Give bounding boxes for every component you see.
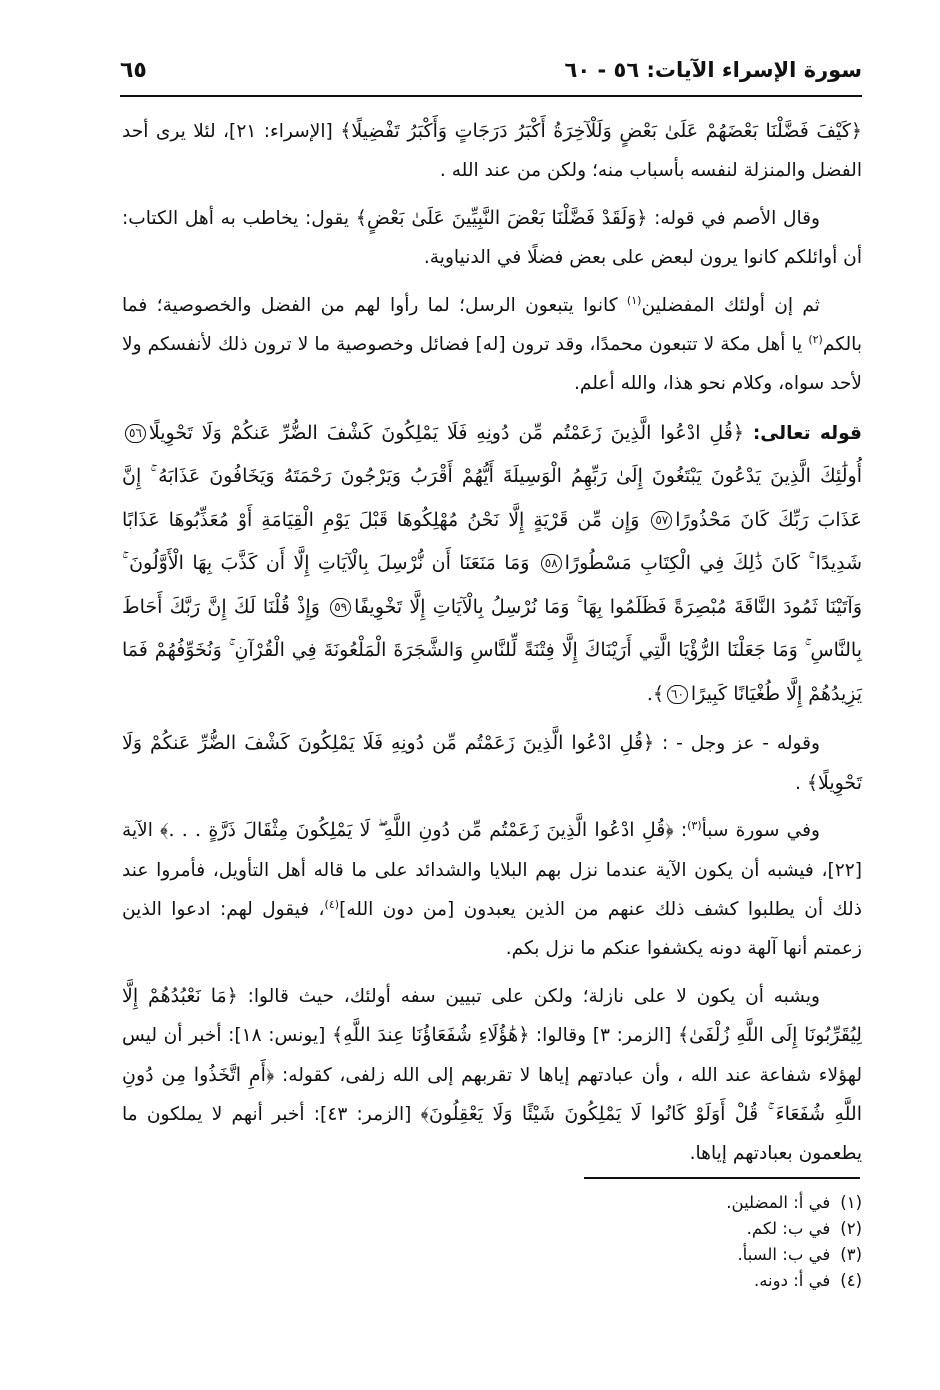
footnote-3: [500, 1242, 862, 1268]
paragraph-text: الآية [٢٢]، فيشبه أن يكون الآية عندما نزل بهم البلايا والشدائد على ما قاله أهل التأويل، فأمروا عند ذلك أن يطلبوا كشف ذلك عنهم من الذين يعبدون [من دون الله]: [122, 820, 862, 920]
quran-verse-57: أُولَٰئِكَ الَّذِينَ يَدْعُونَ يَبْتَغُونَ إِلَىٰ رَبِّهِمُ الْوَسِيلَةَ أَيُّهُمْ أَقْرَبُ وَيَرْجُونَ رَحْمَتَهُ وَيَخَافُونَ عَذَابَهُ ۚ إِنَّ عَذَابَ رَبِّكَ كَانَ مَحْذُورًا: [122, 465, 862, 531]
page-number: ٦٥: [120, 58, 147, 83]
footnote-number: (٢): [840, 1219, 862, 1238]
paragraph-text: وقال الأصم في قوله:: [647, 207, 820, 229]
quran-close: ﴾.: [646, 682, 665, 705]
ayah-number-56: ٥٦: [125, 424, 146, 443]
paragraph-text: يا أهل مكة لا تتبعون محمدًا، وقد ترون [له] فضائل وخصوصية ما لا ترون ذلك لأنفسكم ولا لأحد سواه، وكلام نحو هذا، والله أعلم.: [122, 334, 862, 395]
quran-quote: ﴿كَيْفَ فَضَّلْنَا بَعْضَهُمْ عَلَىٰ بَعْضٍ وَلَلْآخِرَةُ أَكْبَرُ دَرَجَاتٍ وَأَكْبَرُ تَفْضِيلًا﴾: [340, 120, 863, 142]
paragraph-5: [122, 724, 862, 803]
header-rule: [120, 95, 862, 97]
quran-verse-58: وَإِن مِّن قَرْيَةٍ إِلَّا نَحْنُ مُهْلِكُوهَا قَبْلَ يَوْمِ الْقِيَامَةِ أَوْ مُعَذِّبُوهَا عَذَابًا شَدِيدًا ۚ كَانَ ذَٰلِكَ فِي الْكِتَابِ مَسْطُورًا: [122, 508, 862, 575]
footnote-ref-3: (٣): [687, 818, 702, 832]
paragraph-text: يقول: يخاطب به أهل الكتاب: أن أوائلكم كانوا يرون لبعض على بعض فضلًا في الدنياوية.: [122, 207, 862, 269]
paragraph-text: :: [673, 820, 688, 842]
paragraph-text: [الإسراء: ٢١]، لئلا يرى أحد الفضل والمنزلة لنفسه بأسباب منه؛ ولكن من عند الله .: [122, 121, 862, 182]
paragraph-1: [122, 112, 862, 191]
footnote-1: [500, 1190, 862, 1216]
quran-quote: ﴿هَٰؤُلَاءِ شُفَعَاؤُنَا عِندَ اللَّهِ﴾: [331, 1024, 530, 1047]
paragraph-text: وقوله - عز وجل - :: [654, 733, 820, 755]
footnote-2: [500, 1216, 862, 1242]
ayah-number-59: ٥٩: [330, 598, 351, 617]
quran-verse-60: وَإِذْ قُلْنَا لَكَ إِنَّ رَبَّكَ أَحَاطَ بِالنَّاسِ ۚ وَمَا جَعَلْنَا الرُّؤْيَا الَّتِي أَرَيْنَاكَ إِلَّا فِتْنَةً لِّلنَّاسِ وَالشَّجَرَةَ الْمَلْعُونَةَ فِي الْقُرْآنِ ۚ وَنُخَوِّفُهُمْ فَمَا يَزِيدُهُمْ إِلَّا طُغْيَانًا كَبِيرًا: [122, 595, 862, 705]
footnote-text: في ب: السبأ.: [737, 1245, 831, 1264]
footnote-ref-4: (٤): [324, 897, 340, 911]
quran-quote: ﴿قُلِ ادْعُوا الَّذِينَ زَعَمْتُم مِّن دُونِ اللَّهِ ۖ لَا يَمْلِكُونَ مِثْقَالَ ذَرَّةٍ . . .﴾: [160, 819, 674, 842]
section-keyword: قوله تعالى:: [752, 422, 862, 444]
paragraph-text: ثم إن أولئك المفضلين: [641, 294, 820, 316]
paragraph-7: [122, 977, 862, 1174]
footnote-rule: [584, 1177, 860, 1179]
footnote-ref-2: (٢): [808, 332, 823, 346]
running-title: سورة الإسراء الآيات: ٥٦ - ٦٠: [564, 58, 862, 82]
paragraph-6: [122, 811, 862, 969]
quran-verse-56: ﴿قُلِ ادْعُوا الَّذِينَ زَعَمْتُم مِّن دُونِهِ فَلَا يَمْلِكُونَ كَشْفَ الضُّرِّ عَنكُمْ وَلَا تَحْوِيلًا: [148, 421, 753, 444]
paragraph-3: [122, 286, 862, 404]
footnote-ref-1: (١): [626, 293, 642, 307]
paragraph-text: ، فيقول لهم: ادعوا الذين زعمتم أنها آلهة دونه يكشفوا عنكم ما نزل بكم.: [122, 898, 862, 960]
ayah-number-57: ٥٧: [651, 511, 672, 530]
footnote-4: [500, 1268, 862, 1294]
ayah-number-60: ٦٠: [667, 685, 688, 704]
footnote-number: (١): [840, 1193, 862, 1212]
paragraph-text: كانوا يتبعون الرسل؛ لما رأوا لهم من الفضل والخصوصية؛ فما بالكم: [122, 294, 862, 356]
footnote-text: في ب: لكم.: [746, 1219, 831, 1238]
footnote-text: في أ: المضلين.: [726, 1193, 831, 1212]
quran-quote: ﴿أَمِ اتَّخَذُوا مِن دُونِ اللَّهِ شُفَعَاءَ ۚ قُلْ أَوَلَوْ كَانُوا لَا يَمْلِكُونَ شَيْئًا وَلَا يَعْقِلُونَ﴾: [122, 1063, 862, 1125]
paragraph-text: .: [795, 772, 807, 794]
paragraph-text: وفي سورة سبأ: [701, 820, 820, 842]
quran-verse-59: وَمَا مَنَعَنَا أَن نُّرْسِلَ بِالْآيَاتِ إِلَّا أَن كَذَّبَ بِهَا الْأَوَّلُونَ ۚ وَآتَيْنَا ثَمُودَ النَّاقَةَ مُبْصِرَةً فَظَلَمُوا بِهَا ۚ وَمَا نُرْسِلُ بِالْآيَاتِ إِلَّا تَخْوِيفًا: [122, 552, 862, 618]
quran-section: [122, 412, 862, 717]
footnote-text: في أ: دونه.: [753, 1271, 831, 1290]
paragraph-2: [122, 199, 862, 278]
quran-quote: ﴿قُلِ ادْعُوا الَّذِينَ زَعَمْتُم مِّن دُونِهِ فَلَا يَمْلِكُونَ كَشْفَ الضُّرِّ عَنكُمْ وَلَا تَحْوِيلًا﴾: [122, 732, 862, 794]
paragraph-text: [يونس: ١٨]: أخبر أن ليس لهؤلاء شفاعة عند الله ، وأن عبادتهم إياها لا تقربهم إلى الله زلفى، كقوله:: [122, 1025, 863, 1086]
footnote-number: (٤): [840, 1271, 862, 1290]
ayah-number-58: ٥٨: [541, 554, 562, 573]
footnote-number: (٣): [840, 1245, 862, 1264]
page-header: [120, 58, 862, 92]
paragraph-text: ويشبه أن يكون لا على نازلة؛ ولكن على تبيين سفه أولئك، حيث قالوا:: [237, 985, 820, 1007]
quran-quote: ﴿مَا نَعْبُدُهُمْ إِلَّا لِيُقَرِّبُونَا إِلَى اللَّهِ زُلْفَىٰ﴾: [122, 984, 862, 1047]
paragraph-text: [الزمر: ٤٣]: أخبر أنهم لا يملكون ما يطعمون بعبادتهم إياها.: [122, 1104, 862, 1165]
footnotes: [500, 1190, 862, 1294]
paragraph-text: [الزمر: ٣] وقالوا:: [529, 1025, 679, 1047]
main-text: [122, 112, 862, 1182]
quran-quote: ﴿وَلَقَدْ فَضَّلْنَا بَعْضَ النَّبِيِّينَ عَلَىٰ بَعْضٍ﴾: [355, 206, 648, 229]
